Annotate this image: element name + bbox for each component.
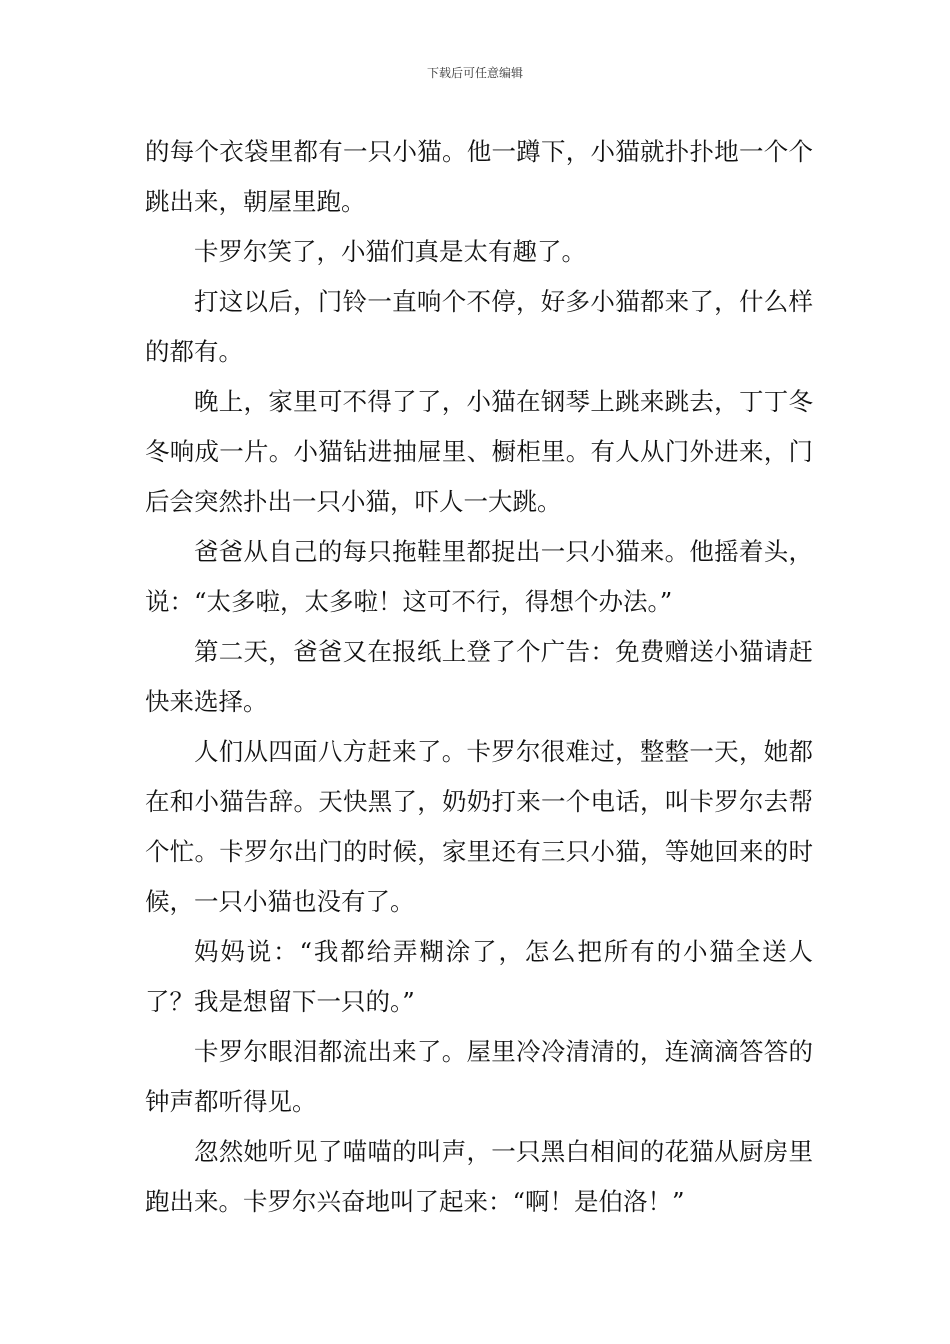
paragraph: 卡罗尔眼泪都流出来了。屋里冷冷清清的，连滴滴答答的钟声都听得见。	[145, 1037, 813, 1116]
page-header: 下载后可任意编辑	[426, 66, 523, 80]
paragraph: 忽然她听见了喵喵的叫声，一只黑白相间的花猫从厨房里跑出来。卡罗尔兴奋地叫了起来：“啊！是伯洛！”	[145, 1137, 813, 1216]
paragraph: 第二天，爸爸又在报纸上登了个广告：免费赠送小猫请赶快来选择。	[145, 637, 813, 716]
paragraph: 晚上，家里可不得了了，小猫在钢琴上跳来跳去，丁丁冬冬响成一片。小猫钻进抽屉里、橱柜里。有人从门外进来，门后会突然扑出一只小猫，吓人一大跳。	[145, 387, 813, 516]
paragraph: 打这以后，门铃一直响个不停，好多小猫都来了，什么样的都有。	[145, 287, 813, 366]
paragraph: 卡罗尔笑了，小猫们真是太有趣了。	[194, 237, 586, 266]
paragraph: 妈妈说：“我都给弄糊涂了，怎么把所有的小猫全送人了？我是想留下一只的。”	[145, 937, 813, 1016]
document-body	[145, 127, 813, 1227]
paragraph: 爸爸从自己的每只拖鞋里都捉出一只小猫来。他摇着头，说：“太多啦，太多啦！这可不行，得想个办法。”	[145, 537, 813, 616]
paragraph: 人们从四面八方赶来了。卡罗尔很难过，整整一天，她都在和小猫告辞。天快黑了，奶奶打来一个电话，叫卡罗尔去帮个忙。卡罗尔出门的时候，家里还有三只小猫，等她回来的时候，一只小猫也没有了。	[145, 737, 813, 916]
paragraph: 的每个衣袋里都有一只小猫。他一蹲下，小猫就扑扑地一个个跳出来，朝屋里跑。	[145, 137, 813, 216]
